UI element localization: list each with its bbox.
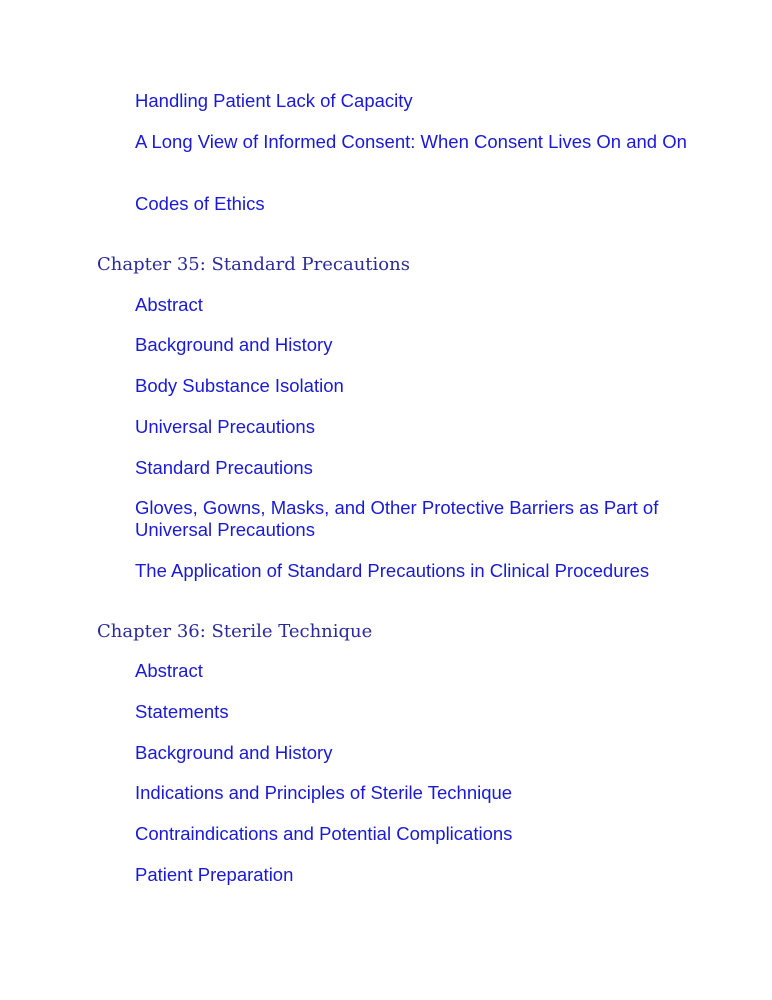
- toc-link-ch35-background-history[interactable]: Background and History: [135, 334, 333, 355]
- toc-link-ch35-standard-precautions[interactable]: Standard Precautions: [135, 457, 313, 478]
- toc-link-ch36-statements[interactable]: Statements: [135, 701, 229, 722]
- toc-link-ch36-background-history[interactable]: Background and History: [135, 742, 333, 763]
- toc-link-ch35-abstract[interactable]: Abstract: [135, 294, 203, 315]
- toc-link-ch36-indications-principles[interactable]: Indications and Principles of Sterile Technique: [135, 782, 513, 803]
- toc-link-ch35-body-substance-isolation[interactable]: Body Substance Isolation: [135, 375, 344, 396]
- toc-link-ch35-universal-precautions[interactable]: Universal Precautions: [135, 416, 315, 437]
- toc-link-ch36-contraindications-complications[interactable]: Contraindications and Potential Complications: [135, 823, 513, 844]
- chapter-36-heading: Chapter 36: Sterile Technique: [97, 621, 373, 642]
- toc-link-ch35-protective-barriers[interactable]: Gloves, Gowns, Masks, and Other Protective Barriers as Part of Universal Precautions: [135, 497, 659, 540]
- toc-link-long-view-informed-consent[interactable]: A Long View of Informed Consent: When Consent Lives On and On: [135, 131, 687, 152]
- toc-link-ch36-patient-preparation[interactable]: Patient Preparation: [135, 864, 294, 885]
- toc-link-patient-lack-of-capacity[interactable]: Handling Patient Lack of Capacity: [135, 90, 413, 111]
- toc-link-ch35-application-in-clinical-procedures[interactable]: The Application of Standard Precautions in Clinical Procedures: [135, 560, 650, 581]
- toc-link-codes-of-ethics[interactable]: Codes of Ethics: [135, 193, 265, 214]
- chapter-35-heading: Chapter 35: Standard Precautions: [97, 254, 410, 275]
- toc-link-ch36-abstract[interactable]: Abstract: [135, 660, 203, 681]
